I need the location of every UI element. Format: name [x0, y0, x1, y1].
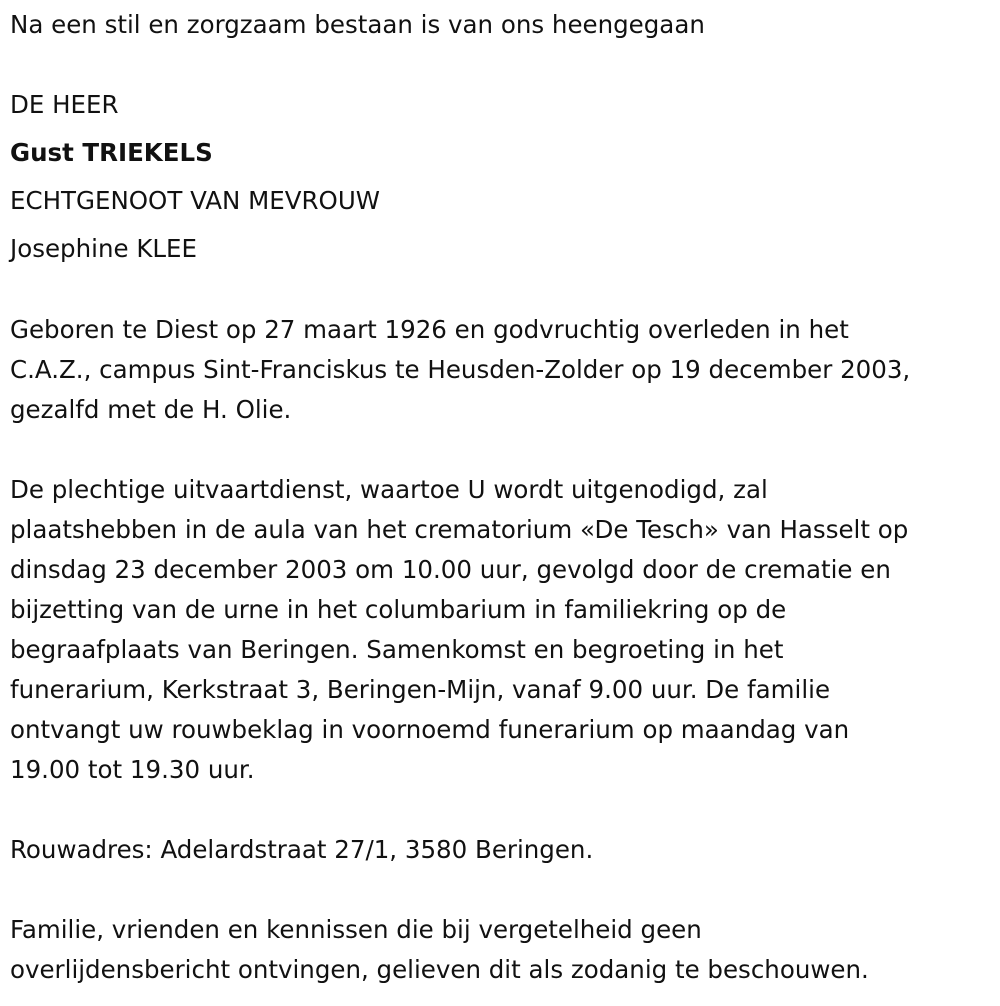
- text-line: ontvangt uw rouwbeklag in voornoemd funerarium op maandag van: [10, 715, 850, 744]
- text-line: gezalfd met de H. Olie.: [10, 395, 292, 424]
- text-line: begraafplaats van Beringen. Samenkomst en begroeting in het: [10, 635, 784, 664]
- text-line: 19.00 tot 19.30 uur.: [10, 755, 255, 784]
- text-line: bijzetting van de urne in het columbarium in familiekring op de: [10, 595, 787, 624]
- text-line: Rouwadres: Adelardstraat 27/1, 3580 Beringen.: [10, 835, 594, 864]
- intro-line: Na een stil en zorgzaam bestaan is van ons heengegaan: [10, 10, 705, 39]
- deceased-name: Gust TRIEKELS: [10, 138, 213, 167]
- text-line: funerarium, Kerkstraat 3, Beringen-Mijn, vanaf 9.00 uur. De familie: [10, 675, 831, 704]
- text-line: De plechtige uitvaartdienst, waartoe U wordt uitgenodigd, zal: [10, 475, 768, 504]
- text-line: Familie, vrienden en kennissen die bij vergetelheid geen: [10, 915, 702, 944]
- text-line: Geboren te Diest op 27 maart 1926 en godvruchtig overleden in het: [10, 315, 849, 344]
- title-line: DE HEER: [10, 90, 119, 119]
- text-line: C.A.Z., campus Sint-Franciskus te Heusden-Zolder op 19 december 2003,: [10, 355, 911, 384]
- text-line: dinsdag 23 december 2003 om 10.00 uur, gevolgd door de crematie en: [10, 555, 891, 584]
- spouse-name: Josephine KLEE: [10, 234, 198, 263]
- relation-line: ECHTGENOOT VAN MEVROUW: [10, 186, 381, 215]
- text-line: overlijdensbericht ontvingen, gelieven dit als zodanig te beschouwen.: [10, 955, 869, 984]
- text-line: plaatshebben in de aula van het crematorium «De Tesch» van Hasselt op: [10, 515, 909, 544]
